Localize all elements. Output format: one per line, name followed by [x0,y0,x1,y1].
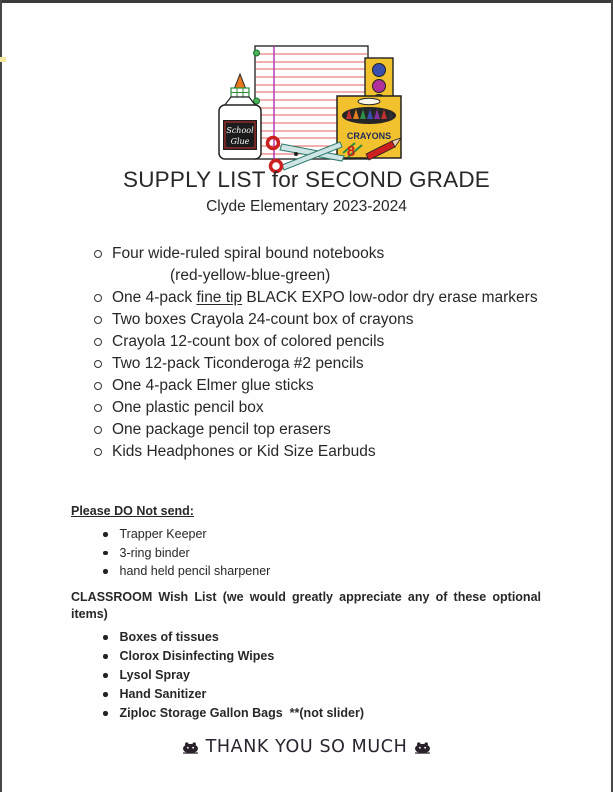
do-not-send-section [71,503,421,581]
do-not-send-list [71,525,421,581]
list-item-text: Crayola 12-count box of colored pencils [112,333,385,350]
dot-bullet [103,654,108,659]
list-item [94,243,542,265]
page-subtitle: Clyde Elementary 2023-2024 [206,198,407,215]
list-item-text: Four wide-ruled spiral bound notebooks [112,245,385,262]
list-item [71,647,541,666]
crayon-box-label: CRAYONS [346,131,392,141]
crayon-box-count: 8 [346,143,356,160]
glue-label-line2: Glue [230,137,250,146]
list-item [94,419,542,441]
list-item [71,562,421,581]
list-item-text: Hand Sanitizer [119,687,207,701]
dot-bullet [103,635,108,640]
circle-bullet [94,338,102,346]
list-item [71,704,541,723]
circle-bullet [94,294,102,302]
list-item [71,628,541,647]
list-item [94,309,542,331]
circle-bullet [94,316,102,324]
list-item [94,441,542,463]
circle-bullet [94,426,102,434]
wish-list-section [71,589,541,723]
list-item [94,375,542,397]
list-item [94,353,542,375]
dot-bullet [103,673,108,678]
glue-label-line1: School [226,126,254,135]
list-item [71,525,421,544]
list-item [94,331,542,353]
footer-thanks [0,737,613,757]
dot-bullet [103,532,108,537]
scan-edge-top [0,0,613,3]
list-item [94,287,542,309]
circle-bullet [94,250,102,258]
list-item-text: 3-ring binder [119,545,190,560]
scan-edge-left [0,0,2,792]
circle-bullet [94,382,102,390]
list-item-text: One plastic pencil box [112,399,264,416]
list-item-text: Ziploc Storage Gallon Bags **(not slider) [119,706,364,720]
bug-icon [182,741,199,754]
circle-bullet [94,448,102,456]
thanks-text: THANK YOU SO MUCH [205,737,408,757]
circle-bullet [94,360,102,368]
dot-bullet [103,569,108,574]
wish-list [71,628,541,723]
list-item-text: Kids Headphones or Kid Size Earbuds [112,443,376,460]
wish-list-heading: CLASSROOM Wish List (we would greatly appreciate any of these optional items) [71,590,541,621]
list-item-text: One 4-pack fine tip BLACK EXPO low-odor dry erase markers [112,289,538,306]
crayon-box-icon [337,96,401,160]
list-item-text: Lysol Spray [119,668,190,682]
list-item-text: Clorox Disinfecting Wipes [119,649,275,663]
list-item-text: Trapper Keeper [119,527,207,541]
list-item-subline: (red-yellow-blue-green) [170,267,331,284]
dot-bullet [103,692,108,697]
list-item-text: hand held pencil sharpener [119,564,271,578]
scan-artifact [0,57,6,62]
dot-bullet [103,711,108,716]
supply-list [94,243,542,463]
header-clipart [186,44,426,174]
list-item-text: Two 12-pack Ticonderoga #2 pencils [112,355,364,372]
list-item [94,397,542,419]
do-not-send-heading: Please DO Not send: [71,504,194,518]
circle-bullet [94,404,102,412]
list-item [71,666,541,685]
dot-bullet [103,551,108,556]
page-title: SUPPLY LIST for SECOND GRADE [123,167,490,192]
list-item [71,544,421,563]
list-item [71,685,541,704]
list-item-text: One 4-pack Elmer glue sticks [112,377,314,394]
list-item-text: Two boxes Crayola 24-count box of crayons [112,311,414,328]
bug-icon [414,741,431,754]
list-item-text: Boxes of tissues [119,630,219,644]
list-item-text: One package pencil top erasers [112,421,331,438]
